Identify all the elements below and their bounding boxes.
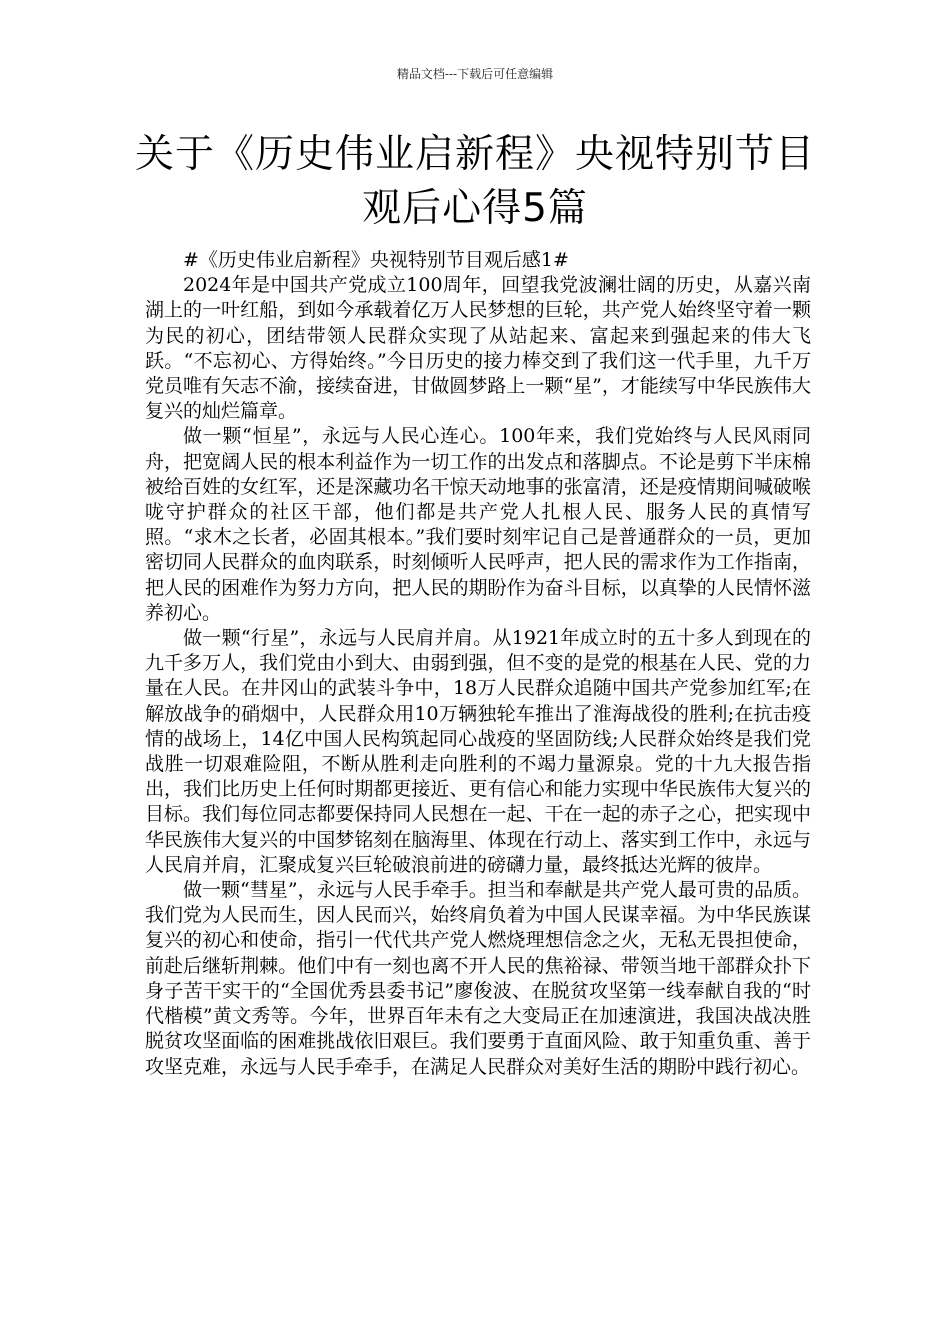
- section-heading: #《历史伟业启新程》央视特别节目观后感1#: [183, 249, 569, 271]
- document-title: 关于《历史伟业启新程》央视特别节目观后心得5篇: [134, 132, 815, 231]
- body-paragraph: 做一颗“恒星”，永远与人民心连心。100年来，我们党始终与人民风雨同舟，把宽阔人民的根本利益作为一切工作的出发点和落脚点。不论是剪下半床棉被给百姓的女红军，还是深藏功名干惊天动地事的张富清，还是疫情期间喊破喉咙守护群众的社区干部，他们都是共产党人扎根人民、服务人民的真情写照。“求木之长者，必固其根本。”我们要时刻牢记自己是普通群众的一员，更加密切同人民群众的血肉联系，时刻倾听人民呼声，把人民的需求作为工作指南，把人民的困难作为努力方向，把人民的期盼作为奋斗目标，以真挚的人民情怀滋养初心。: [145, 425, 811, 624]
- document-body: [145, 248, 811, 1080]
- body-paragraph: 2024年是中国共产党成立100周年，回望我党波澜壮阔的历史，从嘉兴南湖上的一叶红船，到如今承载着亿万人民梦想的巨轮，共产党人始终坚守着一颗为民的初心，团结带领人民群众实现了从站起来、富起来到强起来的伟大飞跃。“不忘初心、方得始终。”今日历史的接力棒交到了我们这一代手里，九千万党员唯有矢志不渝，接续奋进，甘做圆梦路上一颗“星”，才能续写中华民族伟大复兴的灿烂篇章。: [145, 274, 811, 423]
- body-paragraph: 做一颗“彗星”，永远与人民手牵手。担当和奉献是共产党人最可贵的品质。我们党为人民而生，因人民而兴，始终肩负着为中国人民谋幸福。为中华民族谋复兴的初心和使命，指引一代代共产党人燃烧理想信念之火，无私无畏担使命，前赴后继斩荆棘。他们中有一刻也离不开人民的焦裕禄、带领当地干部群众扑下身子苦干实干的“全国优秀县委书记”廖俊波、在脱贫攻坚第一线奉献自我的“时代楷模”黄文秀等。今年，世界百年未有之大变局正在加速演进，我国决战决胜脱贫攻坚面临的困难挑战依旧艰巨。我们要勇于直面风险、敢于知重负重、善于攻坚克难，永远与人民手牵手，在满足人民群众对美好生活的期盼中践行初心。: [145, 879, 811, 1078]
- body-paragraph: 做一颗“行星”，永远与人民肩并肩。从1921年成立时的五十多人到现在的九千多万人，我们党由小到大、由弱到强，但不变的是党的根基在人民、党的力量在人民。在井冈山的武装斗争中，18万人民群众追随中国共产党参加红军;在解放战争的硝烟中，人民群众用10万辆独轮车推出了淮海战役的胜利;在抗击疫情的战场上，14亿中国人民构筑起同心战疫的坚固防线;人民群众始终是我们党战胜一切艰难险阻，不断从胜利走向胜利的不竭力量源泉。党的十九大报告指出，我们比历史上任何时期都更接近、更有信心和能力实现中华民族伟大复兴的目标。我们每位同志都要保持同人民想在一起、干在一起的赤子之心，把实现中华民族伟大复兴的中国梦铭刻在脑海里、体现在行动上、落实到工作中，永远与人民肩并肩，汇聚成复兴巨轮破浪前进的磅礴力量，最终抵达光辉的彼岸。: [145, 627, 811, 876]
- header-note: 精品文档---下载后可任意编辑: [396, 67, 554, 81]
